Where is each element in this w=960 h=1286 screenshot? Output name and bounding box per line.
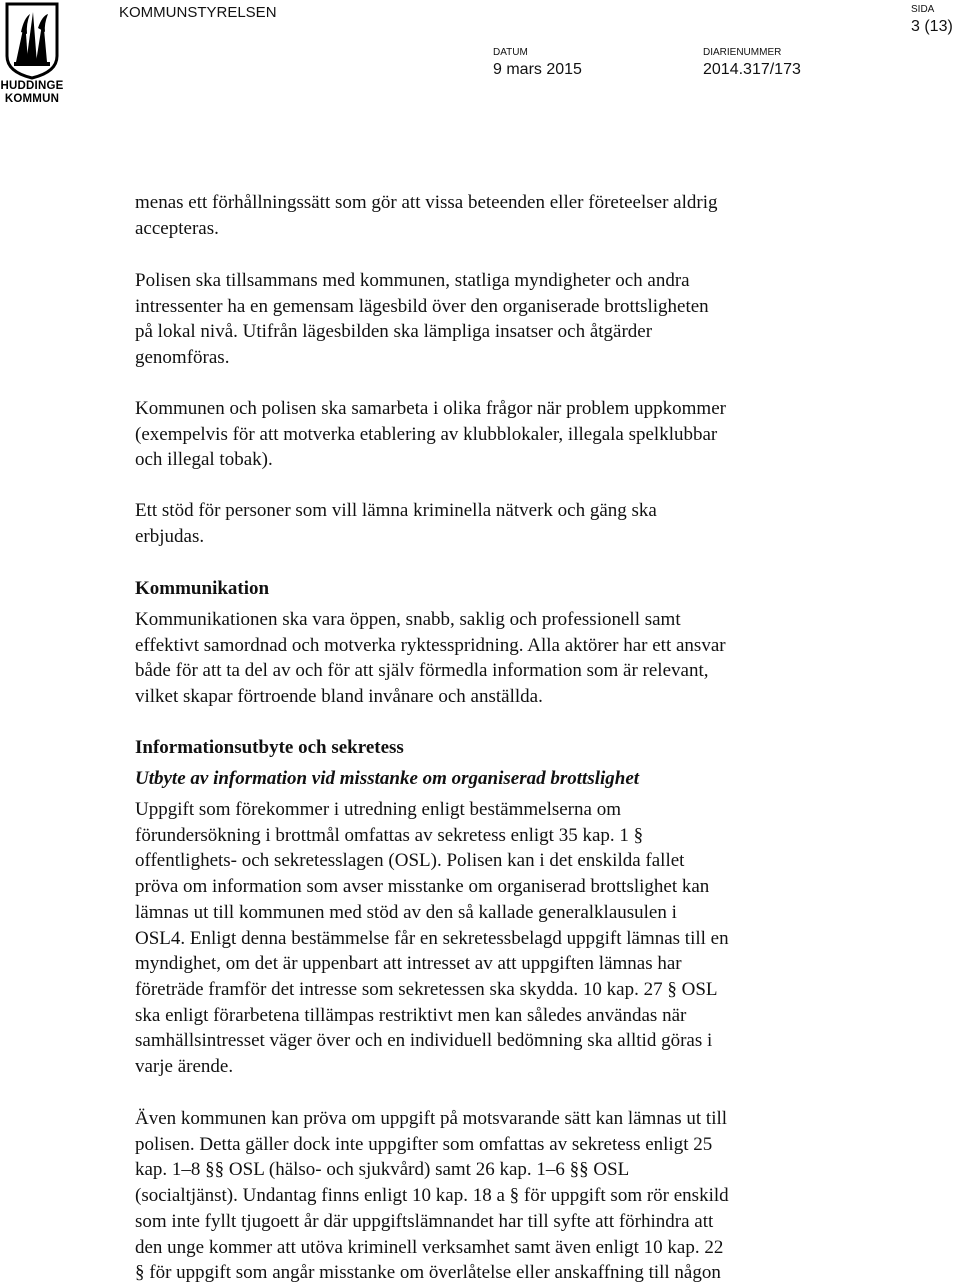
text-line: intressenter ha en gemensam lägesbild över den organiserade brottsligheten <box>135 295 709 317</box>
heading-kommunikation: Kommunikation <box>135 578 270 599</box>
organization-name: KOMMUNSTYRELSEN <box>119 4 277 21</box>
text-line: genomföras. <box>135 347 230 369</box>
text-line: företräde framför det intresse som sekretessen ska skydda. 10 kap. 27 § OSL <box>135 978 718 1000</box>
text-line: (socialtjänst). Undantag finns enligt 10 kap. 18 a § för uppgift som rör enskild <box>135 1185 729 1207</box>
text-line: offentlighets- och sekretesslagen (OSL). Polisen kan i det enskilda fallet <box>135 850 685 872</box>
paragraph-6 <box>135 797 935 1080</box>
text-line: erbjudas. <box>135 525 205 547</box>
text-line: lämnas ut till kommunen med stöd av den så kallade generalklausulen i <box>135 901 677 923</box>
text-line: och illegal tobak). <box>135 449 273 471</box>
text-line: pröva om information som avser misstanke om organiserad brottslighet kan <box>135 876 710 898</box>
text-line: accepteras. <box>135 217 219 239</box>
logo-text-kommun: KOMMUN <box>4 93 60 105</box>
date-label: DATUM <box>493 47 528 58</box>
text-line: Kommunen och polisen ska samarbeta i olika frågor när problem uppkommer <box>135 398 726 419</box>
text-line: polisen. Detta gäller dock inte uppgifter som omfattas av sekretess enligt 25 <box>135 1133 713 1155</box>
text-line: menas ett förhållningssätt som gör att vissa beteenden eller företeelser aldrig <box>135 192 718 213</box>
text-line: den unge kommer att utöva kriminell verksamhet samt även enligt 10 kap. 22 <box>135 1236 724 1258</box>
huddinge-logo <box>0 0 64 108</box>
text-line: förundersökning i brottmål omfattas av sekretess enligt 35 kap. 1 § <box>135 824 644 846</box>
text-line: OSL4. Enligt denna bestämmelse får en sekretessbelagd uppgift lämnas till en <box>135 927 729 949</box>
diary-number-value: 2014.317/173 <box>703 61 801 78</box>
text-line: som inte fyllt tjugoett år där uppgiftslämnandet har till syfte att förhindra att <box>135 1210 714 1232</box>
text-line: Kommunikationen ska vara öppen, snabb, saklig och professionell samt <box>135 609 681 630</box>
text-line: vilket skapar förtroende bland invånare och anställda. <box>135 686 543 708</box>
text-line: ska enligt förarbetena tillämpas restriktivt men kan således användas när <box>135 1004 687 1026</box>
text-line: varje ärende. <box>135 1056 234 1078</box>
text-line: på lokal nivå. Utifrån lägesbilden ska lämpliga insatser och åtgärder <box>135 321 653 343</box>
text-line: Även kommunen kan pröva om uppgift på motsvarande sätt kan lämnas ut till <box>135 1108 728 1129</box>
diary-number-label: DIARIENUMMER <box>703 47 782 58</box>
logo-text-huddinge: HUDDINGE <box>0 80 64 92</box>
text-line: Ett stöd för personer som vill lämna kriminella nätverk och gäng ska <box>135 500 657 521</box>
text-line: samhällsintresset väger över och en individuell bedömning ska alltid göras i <box>135 1030 713 1052</box>
text-line: Polisen ska tillsammans med kommunen, statliga myndigheter och andra <box>135 270 690 291</box>
text-line: både för att ta del av och för att själv förmedla information som är relevant, <box>135 660 709 682</box>
paragraph-1 <box>135 190 935 241</box>
paragraph-3 <box>135 396 935 473</box>
text-line: Uppgift som förekommer i utredning enligt bestämmelserna om <box>135 799 621 820</box>
text-line: myndighet, om det är uppenbart att intresset av att uppgiften lämnas har <box>135 953 682 975</box>
text-line: effektivt samordnad och motverka ryktesspridning. Alla aktörer har ett ansvar <box>135 634 726 656</box>
heading-informationsutbyte: Informationsutbyte och sekretess <box>135 737 404 758</box>
paragraph-2 <box>135 268 935 371</box>
text-line: (exempelvis för att motverka etablering av klubblokaler, illegala spelklubbar <box>135 423 718 445</box>
text-line: § för uppgift som angår misstanke om överlåtelse eller anskaffning till någon <box>135 1262 721 1284</box>
paragraph-7 <box>135 1106 935 1286</box>
paragraph-5 <box>135 607 935 710</box>
date-value: 9 mars 2015 <box>493 61 582 78</box>
paragraph-4 <box>135 498 935 549</box>
page-number: 3 (13) <box>911 18 953 35</box>
page-label: SIDA <box>911 4 935 15</box>
subheading-utbyte: Utbyte av information vid misstanke om organiserad brottslighet <box>135 768 640 789</box>
text-line: kap. 1–8 §§ OSL (hälso- och sjukvård) samt 26 kap. 1–6 §§ OSL <box>135 1159 630 1181</box>
huddinge-crest-icon <box>4 2 60 80</box>
